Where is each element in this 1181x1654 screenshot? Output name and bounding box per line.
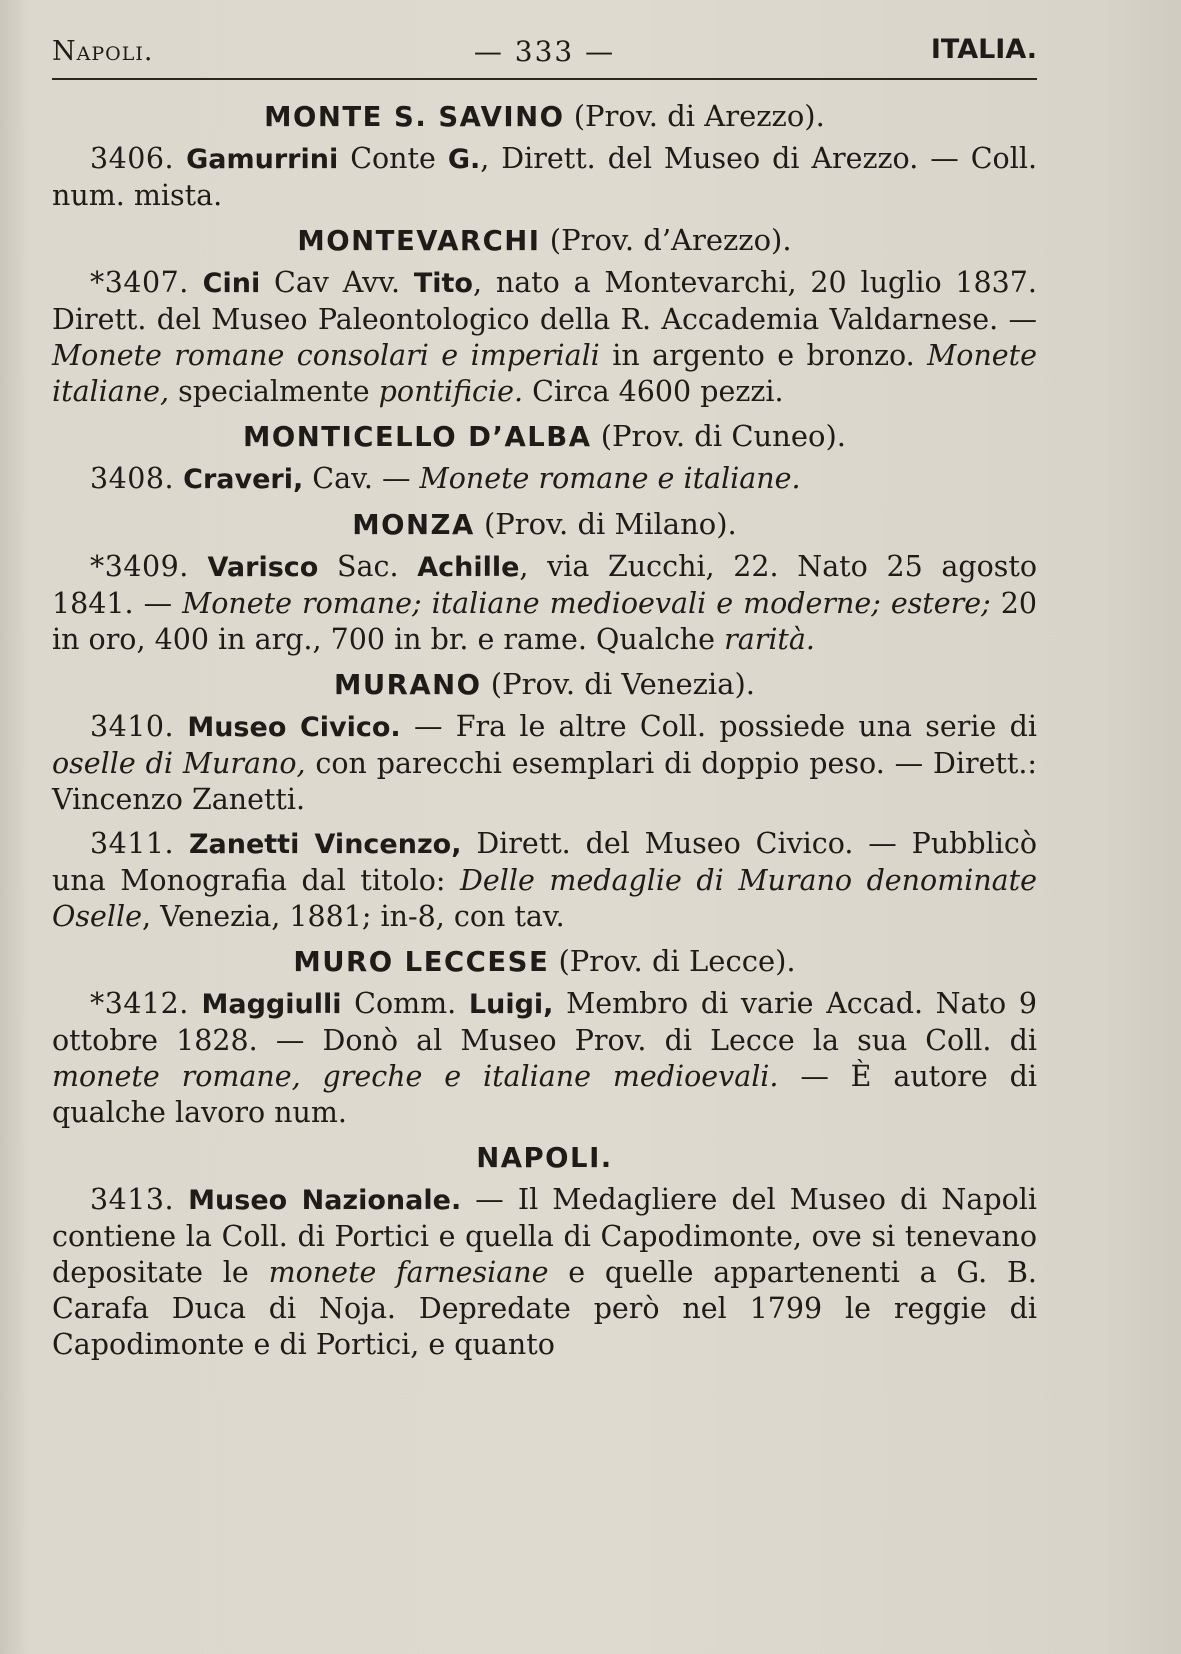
entry-italic: monete romane, greche e italiane medioevali.	[52, 1060, 779, 1093]
place-province: (Prov. di Milano).	[483, 507, 737, 541]
place-heading-monza	[52, 506, 1037, 543]
page-content	[52, 30, 1037, 1371]
entry-italic: Monete romane consolari e imperiali	[52, 339, 600, 372]
entry-text: , via Zucchi, 22. Nato 25 agosto 1841. —	[52, 550, 1038, 620]
entry-text: Circa 4600 pezzi.	[523, 375, 784, 408]
entry-text: — Fra le altre Coll. possiede una serie di	[400, 710, 1037, 743]
entry-text: , Venezia, 1881; in-8, con tav.	[141, 900, 565, 933]
place-heading-montevarchi	[52, 222, 1037, 259]
entry-name: Cini	[202, 268, 261, 299]
place-heading-monte-savino	[52, 98, 1037, 135]
entry-name: Gamurrini	[186, 144, 339, 175]
place-name: MURANO	[333, 669, 482, 701]
entry-text: , Dirett. del Museo di Arezzo. — Coll. num. mista.	[52, 142, 1037, 212]
entry-italic: monete farnesiane	[268, 1256, 549, 1289]
place-province: (Prov. di Venezia).	[490, 667, 756, 701]
place-province: (Prov. di Lecce).	[558, 944, 796, 978]
place-province: (Prov. di Cuneo).	[600, 419, 847, 453]
place-heading-muro-leccese	[52, 943, 1037, 980]
entry-text: Conte	[338, 142, 448, 175]
entry-number: 3408.	[90, 462, 175, 495]
entry-text: — Il Medagliere del Museo di Napoli contiene la Coll. di Portici e quella di Capodimonte, ove si tenevano depositate le	[52, 1183, 1037, 1289]
entry-3410	[52, 709, 1037, 818]
place-name: MONZA	[352, 509, 475, 541]
entry-italic: Monete romane; italiane medioevali e moderne; estere;	[182, 587, 991, 620]
entry-number: 3413.	[90, 1183, 175, 1216]
entry-name: Museo Nazionale.	[188, 1185, 462, 1216]
entry-number: 3411.	[90, 827, 175, 860]
entry-text: Sac.	[318, 550, 418, 583]
place-heading-napoli	[52, 1139, 1037, 1176]
entry-italic: Monete italiane,	[52, 339, 1037, 408]
entry-name-2: Achille	[417, 552, 520, 583]
place-heading-monticello	[52, 418, 1037, 455]
entry-name-2: Tito	[413, 268, 473, 299]
entry-number: *3409.	[90, 550, 189, 583]
header-right: ITALIA.	[930, 34, 1037, 65]
entry-3409	[52, 549, 1037, 658]
entry-name: Craveri,	[183, 464, 304, 495]
entry-3411	[52, 826, 1037, 935]
entry-italic: rarità.	[724, 623, 815, 656]
place-name: MONTEVARCHI	[297, 225, 541, 257]
page-number: — 333 —	[473, 35, 616, 68]
entry-3408	[52, 461, 1037, 498]
entry-text: in argento e bronzo.	[599, 339, 928, 372]
place-name: MONTE S. SAVINO	[264, 101, 565, 133]
entry-italic: pontificie.	[378, 375, 524, 408]
entry-number: *3412.	[90, 987, 189, 1020]
entry-name: Maggiulli	[201, 989, 342, 1020]
entry-name-2: Luigi,	[468, 989, 554, 1020]
place-heading-murano	[52, 666, 1037, 703]
entry-text: 20 in oro, 400 in arg., 700 in br. e rame. Qualche	[52, 587, 1037, 656]
place-name: MURO LECCESE	[293, 946, 550, 978]
entry-name-2: G.	[447, 144, 481, 175]
entry-text: Comm.	[341, 987, 469, 1020]
entry-text: Membro di varie Accad. Nato 9 ottobre 1828. — Donò al Museo Prov. di Lecce la sua Coll. di	[52, 987, 1037, 1057]
entry-3406	[52, 141, 1037, 214]
entry-name: Varisco	[207, 552, 319, 583]
place-province: (Prov. d’Arezzo).	[549, 223, 792, 257]
entry-name: Zanetti Vincenzo,	[188, 829, 462, 860]
entry-italic: Monete romane e italiane.	[419, 462, 801, 495]
place-name: NAPOLI.	[476, 1142, 613, 1174]
entry-number: *3407.	[90, 266, 189, 299]
entry-text: Dirett. del Museo Civico. — Pubblicò una Monografia dal titolo:	[52, 827, 1038, 897]
entry-italic: oselle di Murano,	[52, 747, 306, 780]
entry-3412	[52, 986, 1037, 1131]
entry-name: Museo Civico.	[187, 712, 401, 743]
entry-text: specialmente	[169, 375, 379, 408]
entry-3413	[52, 1182, 1037, 1363]
entry-text: con parecchi esemplari di doppio peso. — Dirett.: Vincenzo Zanetti.	[52, 747, 1038, 816]
entry-text: , nato a Montevarchi, 20 luglio 1837. Dirett. del Museo Paleontologico della R. Accademia Valdarnese. —	[52, 266, 1037, 336]
entry-text: — È autore di qualche lavoro num.	[52, 1060, 1037, 1129]
entry-3407	[52, 265, 1037, 410]
entry-text: Cav. —	[303, 462, 420, 495]
entry-text: Cav Avv.	[260, 266, 414, 299]
place-province: (Prov. di Arezzo).	[573, 99, 825, 133]
entry-number: 3410.	[90, 710, 175, 743]
header-left: Napoli.	[52, 36, 154, 67]
place-name: MONTICELLO D’ALBA	[242, 421, 592, 453]
entry-number: 3406.	[90, 142, 175, 175]
entry-italic: Delle medaglie di Murano denominate Oselle	[52, 864, 1037, 933]
entry-text: e quelle appartenenti a G. B. Carafa Duca di Noja. Depredate però nel 1799 le reggie di Capodimonte e di Portici, e quanto	[52, 1256, 1037, 1361]
running-header	[52, 30, 1037, 80]
